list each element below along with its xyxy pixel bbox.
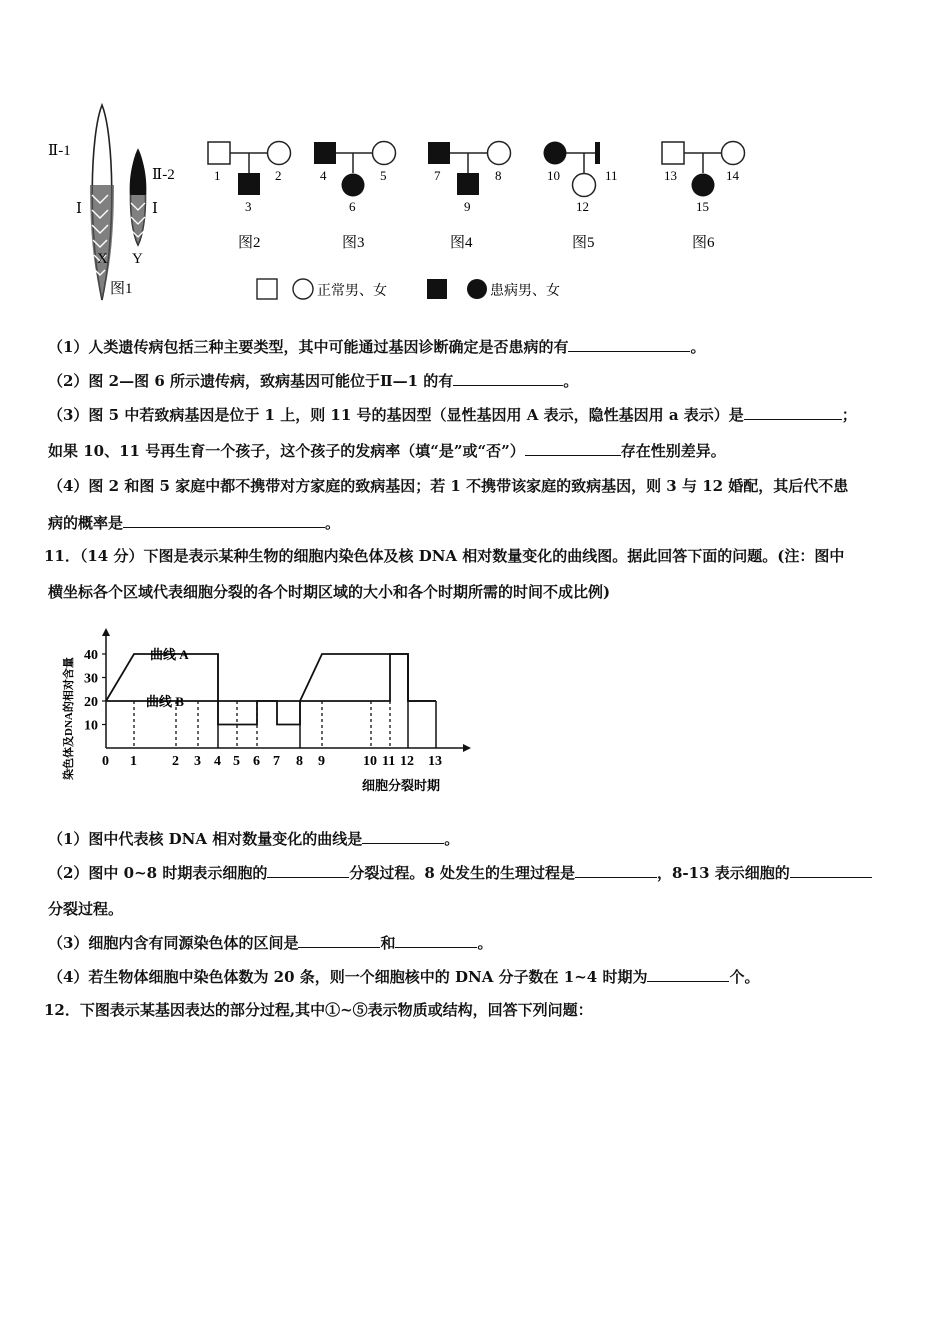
- q10-part3a: （3）图 5 中若致病基因是位于 1 上，则 11 号的基因型（显性基因用 A 表示，隐性基因用 a 表示）是 ；: [48, 406, 857, 424]
- x-tick-label: 0: [102, 754, 109, 769]
- series-label-a: 曲线 A: [150, 647, 189, 662]
- answer-blank[interactable]: [525, 440, 621, 456]
- y-axis-arrow: [102, 628, 110, 636]
- x-tick-label: 13: [428, 754, 442, 769]
- label-II-1: Ⅱ-1: [48, 143, 71, 159]
- x-tick-label: 10: [363, 754, 377, 769]
- chromosome-dna-chart: [58, 628, 478, 798]
- pedigree-num: 8: [495, 168, 502, 183]
- answer-blank[interactable]: [575, 862, 657, 878]
- q11-header-line1: 11．（14 分）下图是表示某种生物的细胞内染色体及核 DNA 相对数量变化的曲线图。据此回答下面的问题。(注：图中: [44, 547, 845, 565]
- label-II-2: Ⅱ-2: [152, 167, 175, 183]
- y-tick-label: 40: [84, 648, 98, 663]
- answer-blank[interactable]: [267, 862, 349, 878]
- x-tick-label: 5: [233, 754, 240, 769]
- chromosome-x: [90, 105, 114, 300]
- pedigree-num: 7: [434, 168, 441, 183]
- x-axis-label: 细胞分裂时期: [362, 778, 441, 793]
- caption-fig3: 图3: [342, 235, 365, 251]
- x-tick-label: 12: [400, 754, 414, 769]
- pedigree-legend: [255, 276, 595, 304]
- answer-blank[interactable]: [744, 404, 842, 420]
- x-tick-label: 9: [318, 754, 325, 769]
- pedigree-num: 13: [664, 168, 677, 183]
- pedigree-num: 2: [275, 168, 282, 183]
- label-I-right: Ⅰ: [152, 201, 158, 217]
- x-tick-label: 11: [382, 754, 396, 769]
- y-tick-label: 10: [84, 718, 98, 734]
- pedigree-num: 6: [349, 199, 356, 214]
- y-tick-label: 20: [84, 695, 98, 710]
- label-y: Y: [132, 251, 143, 267]
- pedigree-num: 4: [320, 168, 327, 183]
- x-tick-label: 8: [296, 754, 303, 769]
- legend-affected-label: 患病男、女: [490, 284, 560, 299]
- answer-blank[interactable]: [790, 862, 872, 878]
- y-axis-label: 染色体及DNA的相对含量: [63, 657, 75, 780]
- q11-part2a: （2）图中 0~8 时期表示细胞的 分裂过程。8 处发生的生理过程是 ，8-13 表示细胞的: [48, 862, 872, 883]
- q11-part2b: 分裂过程。: [48, 900, 124, 918]
- x-tick-label: 4: [214, 754, 221, 769]
- x-axis-arrow: [463, 744, 471, 752]
- answer-blank[interactable]: [395, 932, 477, 948]
- caption-fig5: 图5: [572, 235, 595, 251]
- pedigree-num: 14: [726, 168, 739, 183]
- legend-normal-male-icon: [257, 279, 277, 299]
- answer-blank[interactable]: [362, 828, 444, 844]
- x-tick-label: 3: [194, 754, 201, 769]
- q12-header: 12．下图表示某基因表达的部分过程,其中①~⑤表示物质或结构，回答下列问题：: [44, 1001, 593, 1019]
- pedigree-num: 5: [380, 168, 387, 183]
- q10-part2: （2）图 2—图 6 所示遗传病，致病基因可能位于Ⅱ—1 的有 。: [48, 372, 579, 390]
- x-tick-label: 2: [172, 754, 179, 769]
- y-tick-label: 30: [84, 671, 98, 687]
- pedigree-num: 11: [605, 168, 618, 183]
- series-label-b: 曲线 B: [146, 694, 184, 709]
- pedigree-fig3: [314, 142, 396, 252]
- pedigree-fig4: [428, 142, 511, 252]
- x-tick-label: 7: [273, 754, 280, 769]
- q11-part4: （4）若生物体细胞中染色体数为 20 条，则一个细胞核中的 DNA 分子数在 1~4 时期为 个。: [48, 968, 760, 986]
- caption-fig2: 图2: [238, 235, 261, 251]
- legend-normal-female-icon: [293, 279, 313, 299]
- curve-b: [106, 654, 436, 725]
- chart-series: [106, 654, 436, 725]
- answer-blank[interactable]: [568, 336, 690, 352]
- q11-part3: （3）细胞内含有同源染色体的区间是 和 。: [48, 934, 493, 952]
- pedigree-num: 15: [696, 199, 709, 214]
- caption-fig1: 图1: [110, 281, 133, 297]
- legend-affected-female-icon: [467, 279, 487, 299]
- legend-affected-male-icon: [427, 279, 447, 299]
- answer-blank[interactable]: [298, 932, 380, 948]
- pedigree-fig2: [208, 142, 291, 252]
- x-tick-label: 1: [130, 754, 137, 769]
- legend-normal-label: 正常男、女: [317, 284, 387, 299]
- pedigree-num: 3: [245, 199, 252, 214]
- x-tick-label: 6: [253, 754, 260, 769]
- q10-part4b: 病的概率是 。: [48, 514, 341, 532]
- q11-header-line2: 横坐标各个区域代表细胞分裂的各个时期区域的大小和各个时期所需的时间不成比例): [48, 583, 611, 601]
- q10-part4a: （4）图 2 和图 5 家庭中都不携带对方家庭的致病基因；若 1 不携带该家庭的致病基因，则 3 与 12 婚配，其后代不患: [48, 477, 849, 495]
- caption-fig6: 图6: [692, 235, 715, 251]
- pedigree-num: 10: [547, 168, 560, 183]
- q11-part1: （1）图中代表核 DNA 相对数量变化的曲线是 。: [48, 830, 460, 848]
- q10-part1: （1）人类遗传病包括三种主要类型，其中可能通过基因诊断确定是否患病的有 。: [48, 338, 706, 356]
- q10-part3b: 如果 10、11 号再生育一个孩子，这个孩子的发病率（填“是”或“否”） 存在性别差异。: [48, 442, 726, 460]
- chart-ticks: [84, 648, 442, 769]
- pedigree-num: 12: [576, 199, 589, 214]
- answer-blank[interactable]: [647, 966, 729, 982]
- pedigree-fig6: [662, 142, 745, 252]
- pedigree-num: 1: [214, 168, 221, 183]
- pedigree-num: 9: [464, 199, 471, 214]
- answer-blank[interactable]: [123, 512, 325, 528]
- label-I-left: Ⅰ: [76, 201, 82, 217]
- caption-fig4: 图4: [450, 235, 473, 251]
- answer-blank[interactable]: [453, 370, 563, 386]
- label-x: X: [97, 251, 108, 267]
- chromosome-y: [130, 150, 147, 245]
